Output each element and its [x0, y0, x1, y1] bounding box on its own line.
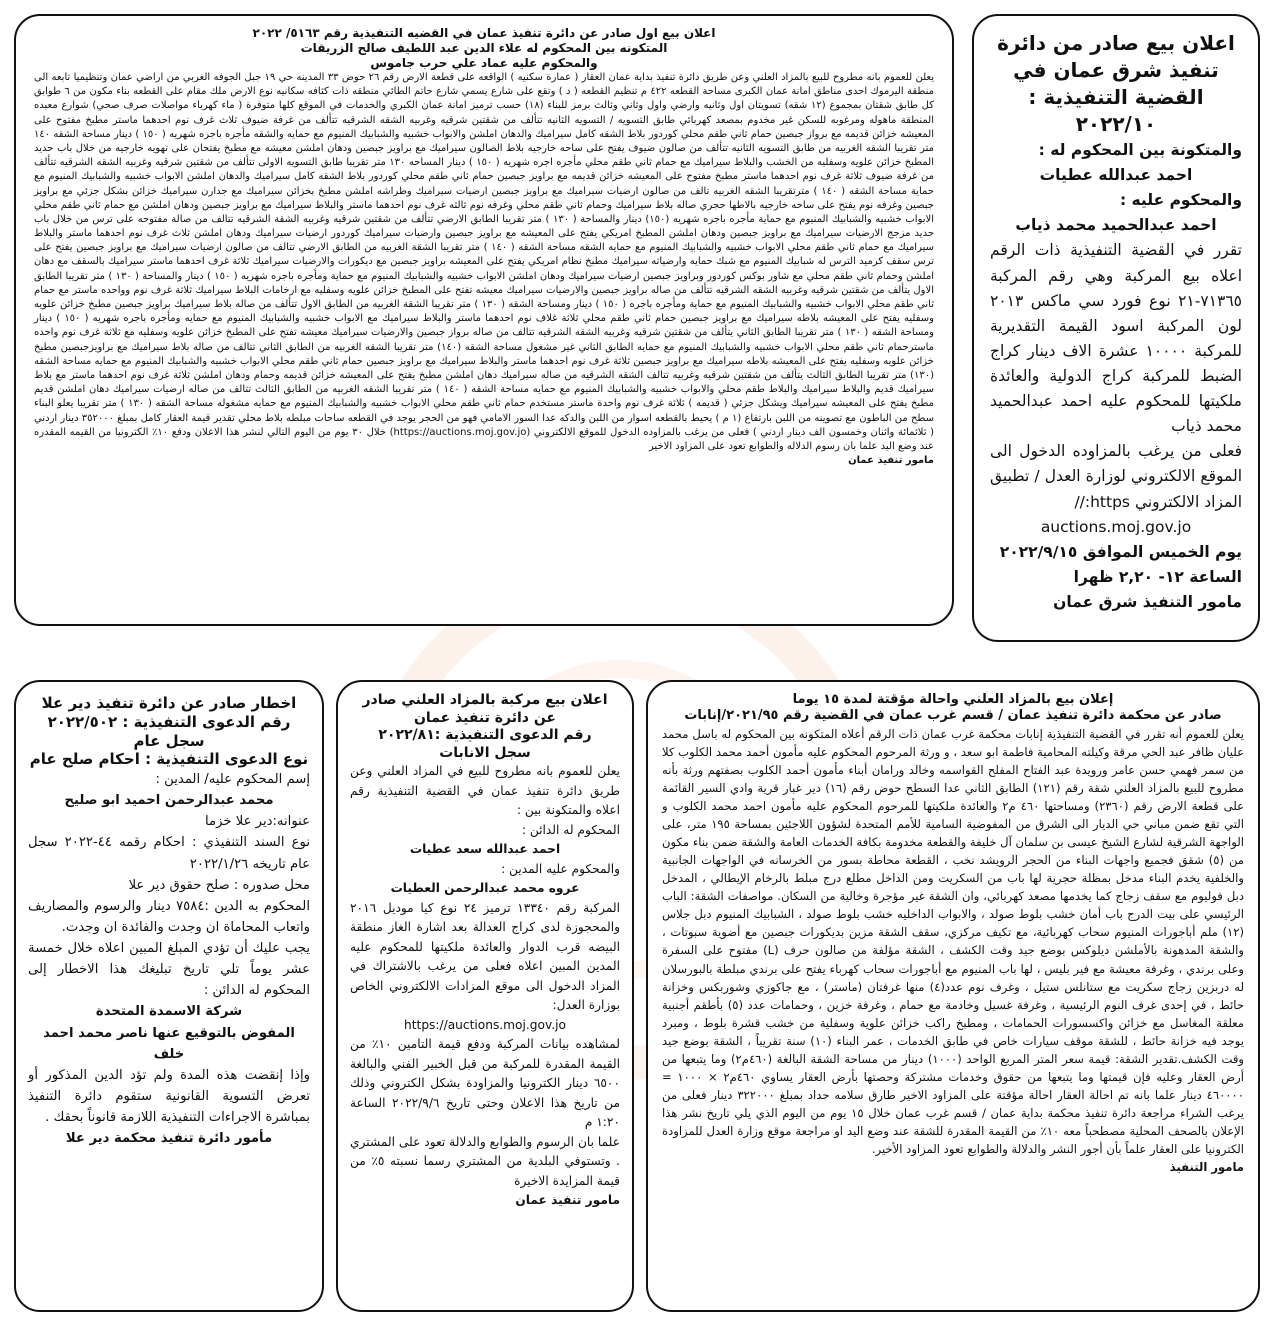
defendant-name: احمد عبدالحميد محمد ذياب — [1015, 216, 1217, 235]
notice-register: سجل الانابات — [439, 744, 531, 761]
plaintiff-label: المحكوم له الدائن : — [521, 822, 620, 837]
notice-title: اعلان بيع صادر من دائرة تنفيذ شرق عمان في القضية التنفيذية : ٢٠٢٢/١٠ — [997, 31, 1235, 136]
plaintiff-name: احمد عبدالله عطيات — [1039, 166, 1193, 185]
creditor-name: شركة الاسمدة المتحدة — [95, 1004, 243, 1020]
auction-date: يوم الخميس الموافق ٢٠٢٢/٩/١٥ — [999, 542, 1242, 561]
notice-warning: وإذا إنقضت هذه المدة ولم تؤد الدين المذكور أو تعرض التسوية القانونية ستقوم دائرة التنفيذ بمباشرة الاجراءات التنفيذية اللازمة قانوناً بحقك . — [28, 1067, 310, 1125]
notice-body-fees: علما بان الرسوم والطوابع والدلالة تعود على المشتري . وتستوفي البلدية من المشتري رسما نسبته ٥٪ من قيمة المزايدة الاخيرة — [350, 1134, 621, 1188]
notice-body: تقرر في القضية التنفيذية ذات الرقم اعلاه بيع المركبة وهي رقم المركبة ٧١٣٦٥-٢١ نوع فورد سي ماكس ٢٠١٣ لون المركبة اسود القيمة التقديرية للمركبة ١٠٠٠٠ عشرة الاف دينار كراج الضبط للمركبة كراج الدولية والعائدة ملكيتها للمحكوم عليه احمد عبدالحميد محمد ذياب — [990, 241, 1242, 436]
notice-signature: مامور التنفيذ — [1169, 1160, 1244, 1175]
notice-case-number: رقم الدعوى التنفيذية : ٢٠٢٢/٥٠٢ سجل عام — [47, 712, 291, 750]
parties-intro: والمتكونة بين المحكوم له : — [1038, 141, 1242, 159]
notice-vehicle-east-amman — [972, 14, 1260, 642]
debtor-label: إسم المحكوم عليه/ المدين : — [155, 772, 310, 787]
defendant-name: عروه محمد عبدالرحمن العطيات — [390, 881, 580, 896]
debtor-name: محمد عبدالرحمن احميد ابو صليح — [64, 793, 274, 809]
notice-subtitle: صادر عن محكمة دائرة تنفيذ عمان / قسم غرب عمان في القضية رقم ٢٠٢١/٩٥/إنابات — [684, 708, 1222, 724]
notice-subtitle: المتكونه بين المحكوم له علاء الدين عبد اللطيف صالح الزريقات — [300, 41, 668, 55]
notice-subtitle: والمحكوم عليه عماد علي حرب جاموس — [370, 56, 598, 70]
notice-body-deposit: لمشاهده بيانات المركبة ودفع قيمة التامين ١٠٪ من القيمة المقدرة للمركبة من قبل الخبير الفني والبالغة ٦٥٠٠ دينار الكترونيا والمزاودة بشكل الكتروني وذلك من تاريخ هذا الاعلان وحتى تاريخ ٢٠٢٢/٩/٦ الساعة ١:٢٠ م — [350, 1037, 620, 1130]
notice-apartment-west-amman — [646, 680, 1260, 1312]
defendant-label: والمحكوم عليه المدين : — [501, 861, 620, 876]
notice-vehicle-kia — [336, 680, 634, 1312]
notice-title: اعلان بيع مركبة بالمزاد العلني صادر عن دائرة تنفيذ عمان — [362, 692, 608, 726]
defendant-label: والمحكوم عليه : — [1119, 191, 1242, 210]
notice-case-number: رقم الدعوى التنفيذية :٢٠٢٢/٨١ — [378, 727, 592, 743]
notice-case-type: نوع الدعوى التنفيذية : احكام صلح عام — [29, 750, 309, 769]
notice-signature: مأمور دائرة تنفيذ محكمة دير علا — [65, 1131, 273, 1147]
notice-body: يعلن للعموم بانه مطروح للبيع في المزاد العلني وعن طريق دائرة تنفيذ عمان في القضية التنفيذية رقم اعلاه والمتكونة بين : — [350, 764, 620, 818]
document-type: نوع السند التنفيذي : احكام رقمه ٤٤-٢٠٢٢ سجل عام تاريخه ٢٠٢٢/١/٢٦ — [28, 835, 310, 872]
auction-url: auctions.moj.gov.jo — [1040, 517, 1192, 536]
notice-body-auction: فعلى من يرغب بالمزاوده الدخول الى الموقع الالكتروني لوزارة العدل / تطبيق المزاد الالكتروني https:// — [990, 442, 1242, 511]
plaintiff-name: احمد عبدالله سعد عطيات — [409, 842, 561, 857]
judgment-amount: المحكوم به الدين :٧٥٨٤ دينار والرسوم والمصاريف واتعاب المحاماة ان وجدت والفائدة ان وجدت. — [28, 898, 310, 935]
auction-time: الساعة ١٢- ٢,٢٠ ظهرا — [1073, 567, 1242, 586]
notice-body: يعلن للعموم بانه مطروح للبيع بالمزاد العلني وعن طريق دائرة تنفيذ بداية عمان العقار ( عمارة سكنيه ) الواقعه على قطعة الارض رقم ٢٦ حوض ٣٣ المدينه حي ١٩ جبل الجوفه الغربي من اراضي عمان وتنظيميا تابعه الى منطقة اليرموك احدى مناطق امانة عمان الكبرى مساحة القطعه ٤٢٢ م تنظيم القطعه ( د ) وتقع على شارع يسمي شارع حاتم الطائي منطقه ذات كثافه سكانيه نوع الارض ملك مقام على القطعه بناء مكون من ٦ طوابق كل طابق شقتان بمجموع (١٢ شقه) تسويتان اول وثانيه وارضي واول وثاني وثالث برمز للبناء (١٨) حسب ترميز امانة عمان الكبري والخدمات في الموقع كلها متوفرة ( ماء كهرباء مواصلات صرف صحي) شوارع معبده المنطقة ماهوله ومرغوبه للسكن غير مخدوم بمصعد كهربائي طابق التسويه / التسويه الثانيه تتألف من شقتين شرقيه وغربيه الشقه الشرقيه تتألف من غرفة ضيوف ثلاث غرف نوم احدهما ماستر مطبخ مفتوح على المعيشه خزائن قديمه مع برواز جبصين حمام ثاني طقم محلي كوردور بلاط الشقه كامل سيراميك والدهان املشن والابواب خشبيه والشبابيك المنيوم مع حمايه والشقه مأجره باجره شهريه ( ١٥٠ ) دينار مساحة الشقه ١٤٠ متر تقريبا الشقه الغربيه من طابق التسويه الثانيه تتألف من صالون ضيوف يفتح على ساحه خارجيه بلاط الصالون سيراميك مع براويز جبصين ودهان املشن معيشه مع مطبخ يفتحان على تهويه خارجيه من خلال باب حديد المطبخ خزائن علويه وسفليه من الخشب والبلاط سيراميك مع حمام ثاني طقم محلي مأجره اجره شهريه ( ١٥٠ ) دينار المساحه ١٣٠ متر تقريبا طابق التسويه الاولى تتألف من شقتين شرقيه وغربيه الشقه الشرقيه تتألف من غرفة ضيوف ثلاثة غرف نوم احدهما ماستر مطبخ مفتوح على المعيشه خزائن قديمه مع براويز جبصين حمام ثاني طقم محلي كوردور بلاط الشقه كامل سيراميك والدهان املشن الابواب خشبيه والشبابيك المنيوم مع حماية مساحة الشقه ( ١٤٠ ) مترتقريبا الشقه الغربيه تالف من صالون ارضيات سيراميك مع براويز جبصين ارضيات سيراميك وطراشه املشن مطبخ بخزائن سيراميك مع جدارن سيراميك خزائن بشكل جزئي مع براويز جبصين وغرفه نوم يفتح على ساحه خارجيه بالاطها حجري صاله بلاط سيراميك وحمام ثاني طقم محلي وغرفه نوم ثالثه غرف نوم احدهما ماستر والبلاط سيراميك مع براويز جبصين ودهان املشن مع حمام ثاني طقم محلي الابواب خشبيه والشبابيك المنيوم مع حماية مأجره باجره شهريه (١٥٠) دينار والمساحة ( ١٣٠ ) متر تقريبا الطابق الارضي تتألف من شقتين شرقيه وغربيه الشقة الشرقيه تتالف من صالة مفتوحه على ترس من خلال باب حديد مزجج الارضيات سيراميك مع براويز جبصين ودهان املشن المطبخ امريكي يفتح على المعيشه مع براويز جبصين وارضيات سيراميك كوردور ارضيات سيراميك ودهان املشن ثلاث غرف نوم احدهما ماستر والبلاط سيراميك مع حمام ثاني طقم محلي الابواب خشبيه والشبابيك المنيوم مع حمايه الشقه مساحة الشقه ( ١٤٠ ) متر تقريبا الشقة الغربيه من الطابق الارضي تتالف من صالون ارضيات سيراميك مع براويز جبصين يفتح على ترس سقف كرميد الترس له شبابيك المنيوم مع شبك حمايه وارضياته سيراميك مطبخ نظام امريكي يفتح على المعيشه براويز جبصين مع ديكورات والارضيات سيراميك ثلاثة غرف احدهما ماستر سيراميك بالسقف مع دهان املشن وحمام ثاني طقم محلي مع شاور بوكس كوردور وبراويز جبصين ارضيات سيراميك ودهان املشن الابواب خشبيه والشبابيك المنيوم مع حماية ومأجره باجره شهريه ( ١٥٠ ) دينار والمساحة ( ١٣٠ ) متر تقريبا الطابق الاول يتألف من شقتين شرقيه وغربيه الشقه الشرقيه تتألف من صاله براويز جبصين والارضيات سيراميك معيشه تفتح على المطبخ خزائن علويه وسفليه مع ارخامات البلاط سيراميك ثلاثة غرف نوم وواحده ماستر مع حمام ثاني طقم محلي الابواب خشبيه والشبابيك المنيوم مع حماية ومأجره باجره ( ١٥٠ ) دينار ومساحة الشقه ( ١٣٠ ) متر تقريبا الشقة الغربيه من الطابق الاول تتألف من صاله بلاط سيراميك براويز جبصين مطبخ خزائن علويه وسفليه يفتح على المعيشه بلاطه سيراميك مع براويز جبصين حمام ثاني طقم محلي ثلاثة غلاف نوم احدهما ماستر والبلاط سيراميك مع الابواب خشبيه والشبابيك المنيوم مع حمايه ومأجره باجره شهريه ( ١٥٠ ) دينار ومساحة الشقه ( ١٣٠ ) متر تقريبا الطابق الثاني يتألف من شقتين شرقيه وغربيه الشقه الشرقيه تتالف من صاله برواز جبصين والارضيات سيراميك معيشه تفتح على المطبخ خزائن علويه وسفليه مع ثلاثة غرف نوم واحده ماسترحمام ثاني طقم محلي الابواب خشبيه والشبابيك المنيوم مع حمايه الطابق الثاني غير مشغول مساحة الشقه (١٤٠) متر تقريبا الشقه الغربيه من الطابق الثاني تتالف من صاله بلاط سيراميك مع براويزجبصين مطبخ خزائن علويه وسفليه يفتح على المعيشه بلاطه سيراميك مع براويز جبصين ثلاثة غرف نوم احدهما ماستر والبلاط سيراميك مع براويز جبصين حمام ثاني طقم محلي الابواب خشبيه والشبابيك المنيوم مع حمايه مساحة الشقه (١٣٠) متر تقريبا الطابق الثالث يتألف من شقتين شرقيه وغربيه تتالف الشقه الشرقيه من صاله سيراميك دهان املشن مطبخ يفتح على المعيشه خزائن قديمه وحمام ودهان املشن ثلاثة غرف نوم احدهما ماستر مع بلاط سيراميك قديم والبلاط سيراميك والبلاط طقم محلي والابواب خشبيه والشبابيك المنيوم مع حمايه مساحة الشقه ( ١٤٠ ) متر تقريبا الشقه الغربيه من الطابق الثالث تتالف من صاله ارضيات سيراميك دهان املشن قديم مطبخ يفتح على المعيشه سيراميك ويشكل جزئي ( قديمه ) ثلاثة غرف نوم واحدة ماستر مستخدم حمام ثاني طقم محلي الابواب خشبيه والشبابيك المنيوم مع حمايه مشغوله مساحة الشقه ( ١٣٠ ) متر تقريبا يعلو البناء سطح من الباطون مع تصوينه من اللبن بارتفاع (١ م ) يحيط بالقطعه اسوار من اللبن والدكه عدا السور الامامي فهو من الحجر يوجد في القطعه ساحات مبلطه بلاط محلي تقدير قيمة العقار كامل بمبلغ ٣٥٢٠٠٠ دينار اردني ( ثلاثمائة واثنان وخمسون الف دينار اردني ) فعلى من يرغب بالمزاوده الدخول للموقع الالكتروني (https://auctions.moj.gov.jo) خلال ٣٠ يوم من اليوم التالي لنشر هذا الاعلان ودفع ١٠٪ الكترونيا من القيمه المقدره عند وضع اليد علما بان رسوم الدلاله والطوابع تعود على المزاود الاخير — [34, 72, 935, 452]
notice-signature: مامور التنفيذ شرق عمان — [1053, 592, 1242, 611]
payment-instruction: يجب عليك أن تؤدي المبلغ المبين اعلاه خلال خمسة عشر يوماً تلي تاريخ تبليغك هذا الاخطار إلى المحكوم له الدائن : — [28, 941, 310, 999]
notice-body-vehicle: المركبة رقم ١٣٣٤٠ ترميز ٢٤ نوع كيا موديل ٢٠١٦ والمحجوزة لدى كراج العدالة بعد اشارة الغاز منطقة البيضه قرب الدوار والعائدة ملكيتها للمحكوم عليه المدين المبين اعلاه فعلى من يرغب بالاشتراك في المزاد الدخول الى موقع المزادات الالكتروني الخاص بوزارة العدل: — [350, 900, 620, 1013]
notice-title: اخطار صادر عن دائرة تنفيذ دير علا — [41, 694, 297, 712]
notice-signature: مامور تنفيذ عمان — [848, 455, 934, 467]
issuing-court: محل صدوره : صلح حقوق دير علا — [128, 877, 310, 893]
notice-title: اعلان بيع اول صادر عن دائرة تنفيذ عمان في القضيه التنفيذية رقم ٥١٦٣/ ٢٠٢٢ — [252, 26, 716, 40]
notice-main-property-sale — [14, 14, 954, 626]
auction-url: https://auctions.moj.gov.jo — [404, 1017, 566, 1032]
notice-signature: مامور تنفيذ عمان — [515, 1193, 620, 1208]
creditor-representative: المفوض بالتوقيع عنها ناصر محمد احمد خلف — [43, 1025, 295, 1062]
notice-title: إعلان بيع بالمزاد العلني واحالة مؤقتة لمدة ١٥ يوما — [792, 692, 1114, 707]
notice-body: يعلن للعموم أنه تقرر في القضية التنفيذية إنابات محكمة غرب عمان ذات الرقم أعلاه المتكونه بين المحكوم له باسل محمد عليان ظافر عبد الحي مرقة وكيلته المحامية فاطمة ابو سعد ، و ورثة المرحوم المحكوم عليه مأمون أحمد محمد الكلوب كلا من سمر فهمي حسن عامر ورويدة عبد الفتاح المفلح القواسمه وخالد ورامان أبناء مأمون أحمد الكلوب بصفتهم ورثة بأنه مطروح للبيع بالمزاد العلني شقة رقم (١٢١) الطابق الثاني عدا السطح حوض رقم (١٦) دير غبار قرية وادي السير القائمة على قطعة الارض رقم (٢٣٦٠) ومساحتها ٤٦٠ م٢ والعائدة ملكيتها للمرحوم المحكوم عليه مأمون احمد محمد الكلوب و التي تقع ضمن مباني حي الديار الى الشرق من المفوضية السامية للأمم المتحدة لشؤون اللاجئين بمساحة ١٩٥ متر، على الواجهة الشرقية لشارع الشيخ عيسى بن سلمان آل خليفة والقطعة مخدومة بكافة الخدمات العامة والشقة ضمن بناء مكون من (٥) شقق فجميع واجهات البناء من الحجر الرويشد نخب ، القطعة محاطة بسور من الخرسانه في الواجهات الجانبية والخلفية يخدم البناء مدخل بمظلة حجرية لها باب من السكريت ومن الداخل مطلع درج مبلط بالرخام الإيطالي ، المدخل دبل فوليوم مع سقف زجاج كما يخدمها مصعد كهربائي، وان الشقة غير مؤجرة وخالية من السكان. مواصفات الشقة: الباب الرئيسي على بيت الدرج باب أمان خشب بلوط صولد ، والابواب الداخليه خشب بلوط صولد ، الشبابيك المنيوم دبل جلاس (١٢) ملم أباجورات المنيوم سحاب كهربائية، مع تكيف مركزي، سقف الشقة مزين بديكورات جبصين مع أضوية سبوتات ، والشقة المدهونة بالأملشن ديلوكس بوضع جيد وقت الكشف ، الشقة مؤلفة من صالون حرف (L) مفتوح على السفرة وعلى برندي ، وغرفة معيشة مع فير بليس ، لها باب المنيوم مع أباجورات سحاب كهرباء يفتح على برندي مبلطة بالبورسلان له دربزين زجاج سكريت مع ستانلس ستيل ، وغرف نوم عدد(٤) منها غرفتان (ماستر) ، مع جاكوزي وشوربكس وخزانة حائط ، في إحدى غرف النوم الرئيسية ، وغرفة غسيل وخادمة مع حمام ، وغرفة خزين ، وحمامات عدد (٥) بأطقم أجنبية معلقة المغاسل مع خزائن واكسسورات الحمامات ، ومطبخ راكب خزائن علوية وسفلية من خشب قشرة بلوط ، ومبرد يوجد فيه خزانة حائط ، للشقة موقف سيارات خاص في طابق الخدمات ، عمر البناء (١٠) سنة تقريباً ، الشقة بوضع جيد وقت الكشف.تقدير الشقة: قيمة سعر المتر المربع الواحد (١٠٠٠) دينار من مساحة الشقة البالغة (٤٦٠م٢) وما يتبعها من أرض العقار وعليه فإن قيمتها وما يتبعها من حقوق وخدمات مشتركة وحصتها بأرض العقار يساوي ٤٦٠م٢ × ١٠٠٠ = ٤٦٠٠٠٠ دينار علما بانه تم احالة العقار احالة مؤقتة على المزاود الاخير طارق سلامه حداد بمبلغ ٣٢٢٠٠٠ دينار فعلى من يرغب الشراء مراجعة دائرة تنفيذ محكمة بداية عمان / قسم غرب عمان خلال ١٥ يوم من اليوم الذي يلي تاريخ نشر هذا الإعلان بالصحف المحلية مصطحباً معه ١٠٪ من القيمة المقدرة للشقة عند وضع اليد او مراجعة موقع وزارة العدل للمزاودة الكترونيا على العقار علماً بأن أجور النشر والدلالة والطوابع تعود المزاود الأخير. — [662, 726, 1245, 1157]
notice-deir-alla — [14, 680, 324, 1312]
debtor-address: عنوانه:دير علا خزما — [205, 814, 310, 830]
